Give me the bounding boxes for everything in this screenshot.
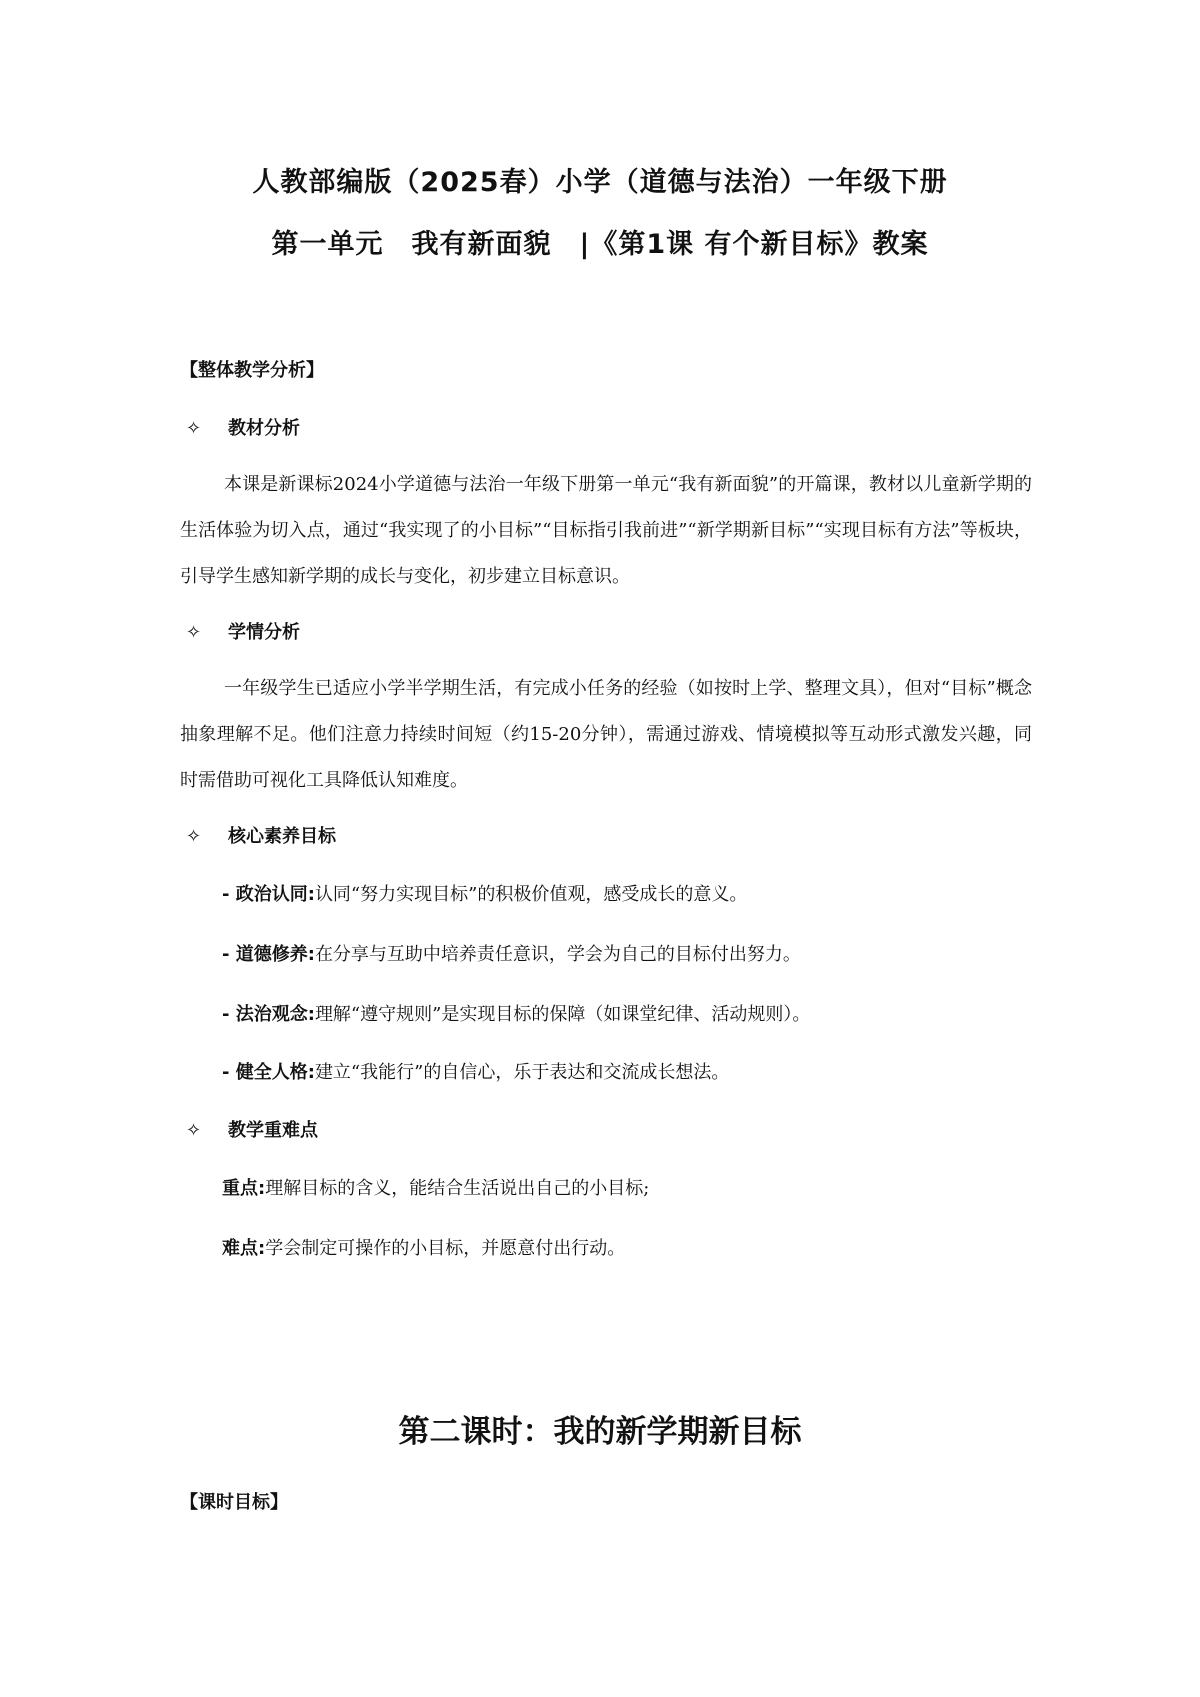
competency-item-text: 建立“我能行”的自信心，乐于表达和交流成长想法。	[314, 1062, 730, 1083]
keypoint-item-label: 难点:	[222, 1238, 266, 1259]
competency-item-label: - 健全人格:	[222, 1062, 315, 1083]
section-materials-label: 教材分析	[228, 418, 300, 439]
competency-item-text: 理解“遵守规则”是实现目标的保障（如课堂纪律、活动规则）。	[314, 1004, 811, 1025]
competency-item-label: - 法治观念:	[222, 1004, 315, 1025]
four-point-star-icon: ✧	[186, 418, 202, 439]
competency-item-label: - 政治认同:	[222, 884, 315, 905]
document-title-line2: 第一单元 我有新面貌 |《第1课 有个新目标》教案	[271, 229, 929, 260]
competency-item-law	[222, 1000, 810, 1026]
keypoint-item-difficulty	[222, 1234, 625, 1260]
overall-analysis-heading: 【整体教学分析】	[180, 360, 324, 381]
keypoint-item-text: 学会制定可操作的小目标，并愿意付出行动。	[265, 1238, 626, 1259]
section-learners-label: 学情分析	[228, 622, 300, 643]
competency-item-label: - 道德修养:	[222, 944, 315, 965]
competency-item-moral	[222, 940, 801, 966]
keypoint-item-focus	[222, 1174, 649, 1200]
lesson2-title: 第二课时：我的新学期新目标	[398, 1414, 802, 1450]
four-point-star-icon: ✧	[186, 826, 202, 847]
materials-paragraph: 本课是新课标2024小学道德与法治一年级下册第一单元“我有新面貌”的开篇课，教材以儿童新学期的生活体验为切入点，通过“我实现了的小目标”“目标指引我前进”“新学期新目标”“实现目标有方法”等板块，引导学生感知新学期的成长与变化，初步建立目标意识。	[180, 474, 1032, 587]
keypoint-item-label: 重点:	[222, 1178, 266, 1199]
lesson-objectives-heading: 【课时目标】	[180, 1492, 288, 1513]
competency-item-personality	[222, 1058, 729, 1084]
keypoint-item-text: 理解目标的含义，能结合生活说出自己的小目标;	[265, 1178, 650, 1199]
four-point-star-icon: ✧	[186, 1120, 202, 1141]
section-keypoints-heading	[186, 1116, 318, 1142]
section-learners-heading	[186, 618, 300, 644]
learners-paragraph: 一年级学生已适应小学半学期生活，有完成小任务的经验（如按时上学、整理文具），但对“目标”概念抽象理解不足。他们注意力持续时间短（约15-20分钟），需通过游戏、情境模拟等互动形式激发兴趣，同时需借助可视化工具降低认知难度。	[180, 678, 1032, 791]
competency-item-text: 在分享与互助中培养责任意识，学会为自己的目标付出努力。	[314, 944, 801, 965]
section-materials-heading	[186, 414, 300, 440]
competency-item-political	[222, 880, 747, 906]
four-point-star-icon: ✧	[186, 622, 202, 643]
document-title-line1: 人教部编版（2025春）小学（道德与法治）一年级下册	[252, 167, 948, 198]
section-keypoints-label: 教学重难点	[228, 1120, 318, 1141]
section-competency-label: 核心素养目标	[228, 826, 336, 847]
competency-item-text: 认同“努力实现目标”的积极价值观，感受成长的意义。	[314, 884, 748, 905]
section-competency-heading	[186, 822, 336, 848]
